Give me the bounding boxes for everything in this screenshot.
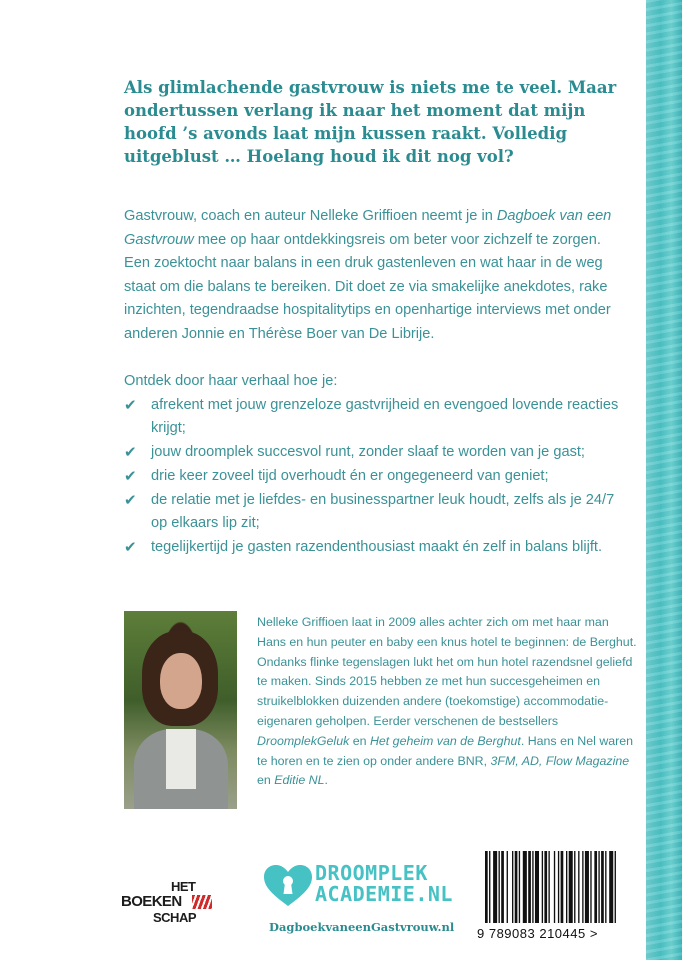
description-text-1: Gastvrouw, coach en auteur Nelleke Griffioen neemt je in — [124, 208, 497, 224]
list-item-text: jouw droomplek succesvol runt, zonder slaaf te worden van je gast; — [151, 444, 585, 460]
publisher-logo-line2: BOEKEN — [121, 893, 182, 910]
teal-edge-stripe — [646, 0, 682, 960]
bio-text-3: . Hans en Nel waren te horen en te zien op onder andere BNR, — [257, 733, 634, 768]
list-item-text: tegelijkertijd je gasten razendenthousiast maakt én zelf in balans blijft. — [151, 539, 603, 555]
intro-quote: Als glimlachende gastvrouw is niets me te veel. Maar ondertussen verlang ik naar het moment dat mijn hoofd ’s avonds laat mijn kussen raakt. Volledig uitgeblust … Hoelang houd ik dit nog vol? — [124, 78, 617, 166]
bio-text-4: en — [257, 773, 275, 788]
bio-media-1: 3FM, AD, Flow Magazine — [490, 753, 630, 768]
publisher-logo — [121, 879, 213, 931]
barcode-bars — [477, 851, 627, 925]
checkmark-icon: ✔ — [124, 468, 137, 485]
book-description — [124, 205, 629, 346]
checkmark-icon: ✔ — [124, 444, 137, 461]
benefit-list — [124, 394, 624, 560]
bio-book-2: Het geheim van de Berghut — [369, 733, 521, 748]
list-item — [124, 489, 624, 535]
list-item-text: afrekent met jouw grenzeloze gastvrijheid en evengoed lovende reacties krijgt; — [151, 397, 619, 436]
bio-book-1: DroomplekGeluk — [257, 733, 350, 748]
list-item-text: de relatie met je liefdes- en businesspartner leuk houdt, zelfs als je 24/7 op elkaars lip zit; — [151, 492, 615, 531]
checkmark-icon: ✔ — [124, 492, 137, 509]
publisher-logo-line3: SCHAP — [153, 910, 197, 925]
list-item-text: drie keer zoveel tijd overhoudt én er ongegeneerd van geniet; — [151, 468, 549, 484]
isbn-digits: 9 789083 210445 > — [477, 926, 598, 941]
droomplek-academie-logo — [263, 860, 453, 945]
author-bio — [257, 613, 637, 791]
bio-media-2: Editie NL — [274, 773, 325, 788]
list-item — [124, 536, 624, 559]
website-url: DagboekvaneenGastvrouw.nl — [269, 920, 455, 934]
list-item — [124, 465, 624, 488]
publisher-stripes-icon — [192, 895, 212, 909]
academie-logo-line1: DROOMPLEK — [315, 861, 428, 885]
bio-text-1: Nelleke Griffioen laat in 2009 alles achter zich om met haar man Hans en hun peuter en baby een knus hotel te beginnen: de Berghut. Ondanks flinke tegenslagen lukt het om hun hotel razendsnel geliefd te maken. Sinds 2015 hebben ze met hun succesgeheimen en struikelblokken duizenden andere (toekomstige) accommodatie-eigenaren geholpen. Eerder verschenen de bestsellers — [257, 615, 637, 728]
description-text-2: mee op haar ontdekkingsreis om beter voor zichzelf te zorgen. Een zoektocht naar balans in een druk gastenleven en wat haar in de weg staat om die balans te bereiken. Dit doet ze via smakelijke anekdotes, rake inzichten, tegendraadse hospitalitytips en openhartige interviews met onder anderen Jonnie en Thérèse Boer van De Librije. — [124, 231, 611, 342]
checkmark-icon: ✔ — [124, 539, 137, 556]
bio-text-2: en — [349, 733, 370, 748]
isbn-barcode — [477, 851, 627, 947]
bio-text-5: . — [324, 773, 328, 788]
publisher-logo-line1: HET — [171, 879, 196, 894]
heart-keyhole-icon — [263, 864, 313, 908]
list-item — [124, 441, 624, 464]
checkmark-icon: ✔ — [124, 397, 137, 414]
book-title: Dagboek van een Gastvrouw — [124, 208, 612, 248]
list-item — [124, 394, 624, 440]
author-photo — [124, 611, 237, 809]
bullet-lead: Ontdek door haar verhaal hoe je: — [124, 373, 338, 389]
academie-logo-line2: ACADEMIE.NL — [315, 882, 453, 906]
